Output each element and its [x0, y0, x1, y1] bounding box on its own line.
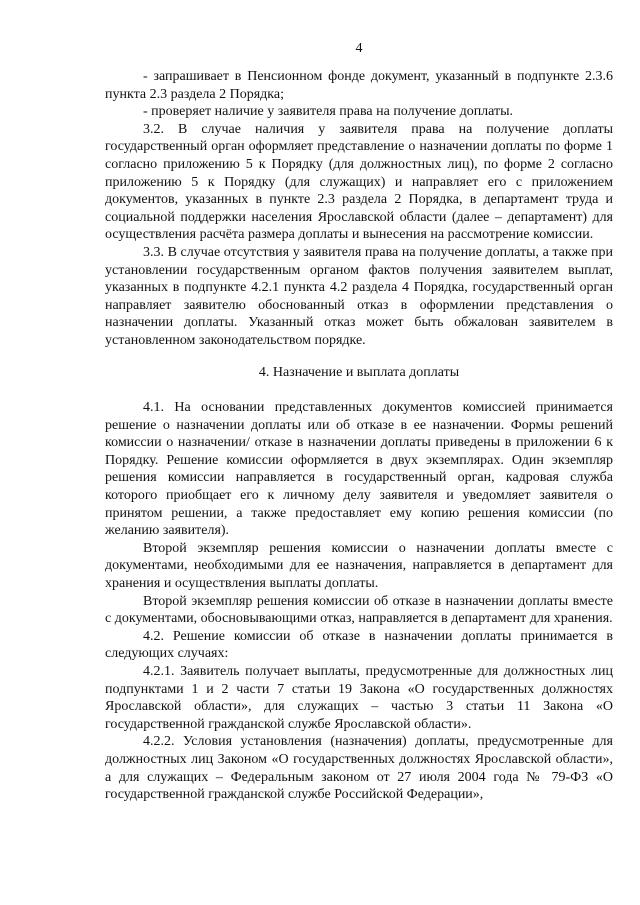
page-number: 4	[355, 41, 363, 56]
paragraph-4-2-1: 4.2.1. Заявитель получает выплаты, предусмотренные для должностных лиц подпунктами 1 и 2 части 7 статьи 19 Закона «О государственных должностях Ярославской области», для служащих – частью 3 статьи 11 Закона «О государственной гражданской службе Ярославской области».	[105, 664, 613, 732]
paragraph-4-2: 4.2. Решение комиссии об отказе в назначении доплаты принимается в следующих случаях:	[105, 628, 613, 662]
paragraph-3-2: 3.2. В случае наличия у заявителя права на получение доплаты государственный орган оформляет представление о назначении доплаты по форме 1 согласно приложению 5 к Порядку (для должностных лиц), по форме 2 согласно приложению 5 к Порядку (для служащих) и направляет его с приложением документов, указанных в пункте 2.3 раздела 2 Порядка, в департамент труда и социальной поддержки населения Ярославской области (далее – департамент) для осуществления расчёта размера доплаты и вынесения на рассмотрение комиссии.	[105, 121, 613, 243]
paragraph-request-pension-fund: - запрашивает в Пенсионном фонде документ, указанный в подпункте 2.3.6 пункта 2.3 раздела 2 Порядка;	[105, 69, 613, 102]
paragraph-4-2-2: 4.2.2. Условия установления (назначения) доплаты, предусмотренные для должностных лиц Законом «О государственных должностях Ярославской области», а для служащих – Федеральным законом от 27 июля 2004 года № 79-ФЗ «О государственной гражданской службе Российской Федерации»,	[105, 734, 613, 803]
paragraph-second-copy-assign: Второй экземпляр решения комиссии о назначении доплаты вместе с документами, необходимыми для ее назначения, направляется в департамент для хранения и осуществления выплаты доплаты.	[105, 540, 613, 592]
paragraph-check-right: - проверяет наличие у заявителя права на получение доплаты.	[143, 104, 514, 120]
paragraph-4-1: 4.1. На основании представленных документов комиссией принимается решение о назначении доплаты или об отказе в ее назначении. Формы решений комиссии о назначении/ отказе в назначении доплаты приведены в приложении 6 к Порядку. Решение комиссии оформляется в двух экземплярах. Один экземпляр решения комиссии направляется в государственный орган, кадровая служба которого приобщает его к личному делу заявителя и уведомляет заявителя о принятом решении, а также предоставляет ему копию решения комиссии (по желанию заявителя).	[105, 400, 613, 539]
section-heading: 4. Назначение и выплата доплаты	[258, 364, 460, 380]
paragraph-3-3: 3.3. В случае отсутствия у заявителя права на получение доплаты, а также при установлении государственным органом фактов получения заявителем выплат, указанных в подпункте 4.2.1 пункта 4.2 раздела 4 Порядка, государственный орган направляет заявителю обоснованный отказ в оформлении представления о назначении доплаты. Указанный отказ может быть обжалован заявителем в установленном законодательством порядке.	[105, 244, 613, 348]
paragraph-second-copy-refusal: Второй экземпляр решения комиссии об отказе в назначении доплаты вместе с документами, обосновывающими отказ, направляется в департамент для хранения.	[105, 593, 613, 627]
document-body	[105, 68, 613, 804]
